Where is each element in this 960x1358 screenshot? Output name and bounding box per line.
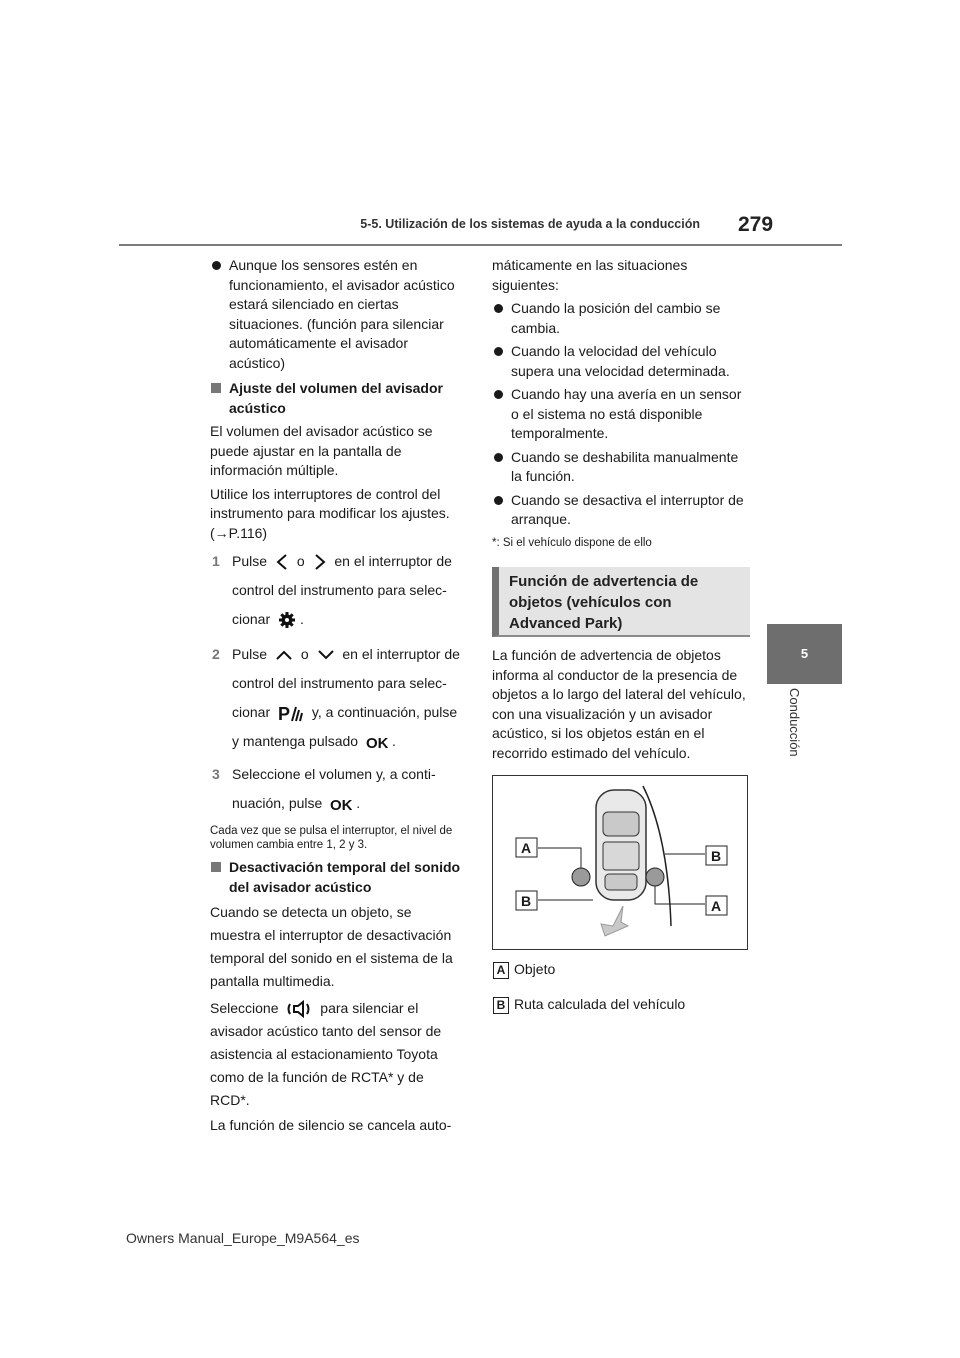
list-item: Cuando se deshabilita manualmente la función. bbox=[492, 448, 750, 487]
footnote: *: Si el vehículo dispone de ello bbox=[492, 536, 652, 549]
list-item: Cuando se desactiva el interruptor de arranque. bbox=[492, 491, 750, 530]
volume-note: Cada vez que se pulsa el interruptor, el nivel de volumen cambia entre 1, 2 y 3. bbox=[210, 825, 453, 851]
chevron-right-icon bbox=[313, 553, 327, 571]
figure-label-b: B bbox=[521, 893, 532, 909]
section-title: 5-5. Utilización de los sistemas de ayuda a la conducción bbox=[360, 217, 700, 231]
paragraph-mute: Seleccione para silenciar el avisador acústico tanto del sensor de asistencia al estacionamiento Toyota como de la función de RCTA* y de RCD*. bbox=[210, 1000, 442, 1108]
speaker-mute-icon bbox=[286, 999, 312, 1019]
bullet-silence: Aunque los sensores estén en funcionamiento, el avisador acústico estará silenciado en ciertas situaciones. (función para silenciar automáticamente el avisador acústico) bbox=[210, 256, 465, 373]
svg-text:OK: OK bbox=[330, 797, 353, 812]
header-rule bbox=[119, 244, 842, 246]
list-item: Cuando la posición del cambio se cambia. bbox=[492, 299, 750, 338]
vehicle-diagram bbox=[493, 776, 747, 949]
figure-label-b: B bbox=[711, 848, 722, 864]
gear-icon bbox=[278, 611, 296, 629]
step-3: 3 Seleccione el volumen y, a conti- nuación, pulse OK . bbox=[210, 760, 465, 818]
ok-button-icon bbox=[330, 797, 352, 811]
chevron-up-icon bbox=[275, 649, 293, 661]
chevron-left-icon bbox=[275, 553, 289, 571]
figure-label-a: A bbox=[711, 898, 722, 914]
chapter-tab: 5 bbox=[767, 624, 842, 684]
parking-sensor-icon bbox=[278, 703, 304, 723]
paragraph: Cuando se detecta un objeto, se muestra el interruptor de desactivación temporal del sonido en el sistema de la pantalla multimedia. bbox=[210, 904, 453, 989]
paragraph: La función de silencio se cancela auto- bbox=[210, 1117, 452, 1133]
chevron-down-icon bbox=[317, 649, 335, 661]
legend-item-route: B Ruta calculada del vehículo bbox=[493, 996, 685, 1014]
legend-item-object: A Objeto bbox=[493, 961, 555, 979]
step-1: 1 Pulse o en el interruptor de control del instrumento para selec- cionar . bbox=[210, 547, 465, 634]
right-column bbox=[492, 256, 750, 556]
object-warning-figure bbox=[492, 775, 748, 950]
chapter-label: Conducción bbox=[787, 688, 802, 757]
figure-label-a: A bbox=[521, 840, 532, 856]
page-number: 279 bbox=[738, 213, 774, 236]
list-item: Cuando hay una avería en un sensor o el sistema no está disponible temporalmente. bbox=[492, 385, 750, 444]
step-2: 2 Pulse o en el interruptor de control del instrumento para selec- cionar P y, a continuación, pulse y mantenga pulsado OK . bbox=[210, 640, 465, 756]
subheading-mute: Desactivación temporal del sonido del avisador acústico bbox=[210, 858, 465, 897]
paragraph: máticamente en las situaciones siguientes: bbox=[492, 257, 688, 293]
warning-description: La función de advertencia de objetos informa al conductor de la presencia de objetos a lo largo del lateral del vehículo, con una visualización y un avisador acústico, si los objetos están en el recorrido estimado del vehículo. bbox=[492, 647, 746, 761]
footer-text: Owners Manual_Europe_M9A564_es bbox=[126, 1230, 360, 1246]
section-heading-box: Función de advertencia de objetos (vehículos con Advanced Park) bbox=[492, 567, 750, 637]
paragraph: El volumen del avisador acústico se puede ajustar en la pantalla de información múltiple. bbox=[210, 423, 433, 478]
list-item: Cuando la velocidad del vehículo supera una velocidad determinada. bbox=[492, 342, 750, 381]
svg-text:P: P bbox=[278, 704, 291, 724]
subheading-volume: Ajuste del volumen del avisador acústico bbox=[210, 379, 465, 418]
left-column bbox=[210, 256, 465, 1140]
paragraph: Utilice los interruptores de control del instrumento para modificar los ajustes. (→P.116) bbox=[210, 485, 450, 541]
ok-button-icon bbox=[366, 735, 388, 749]
svg-text:OK: OK bbox=[365, 735, 388, 750]
